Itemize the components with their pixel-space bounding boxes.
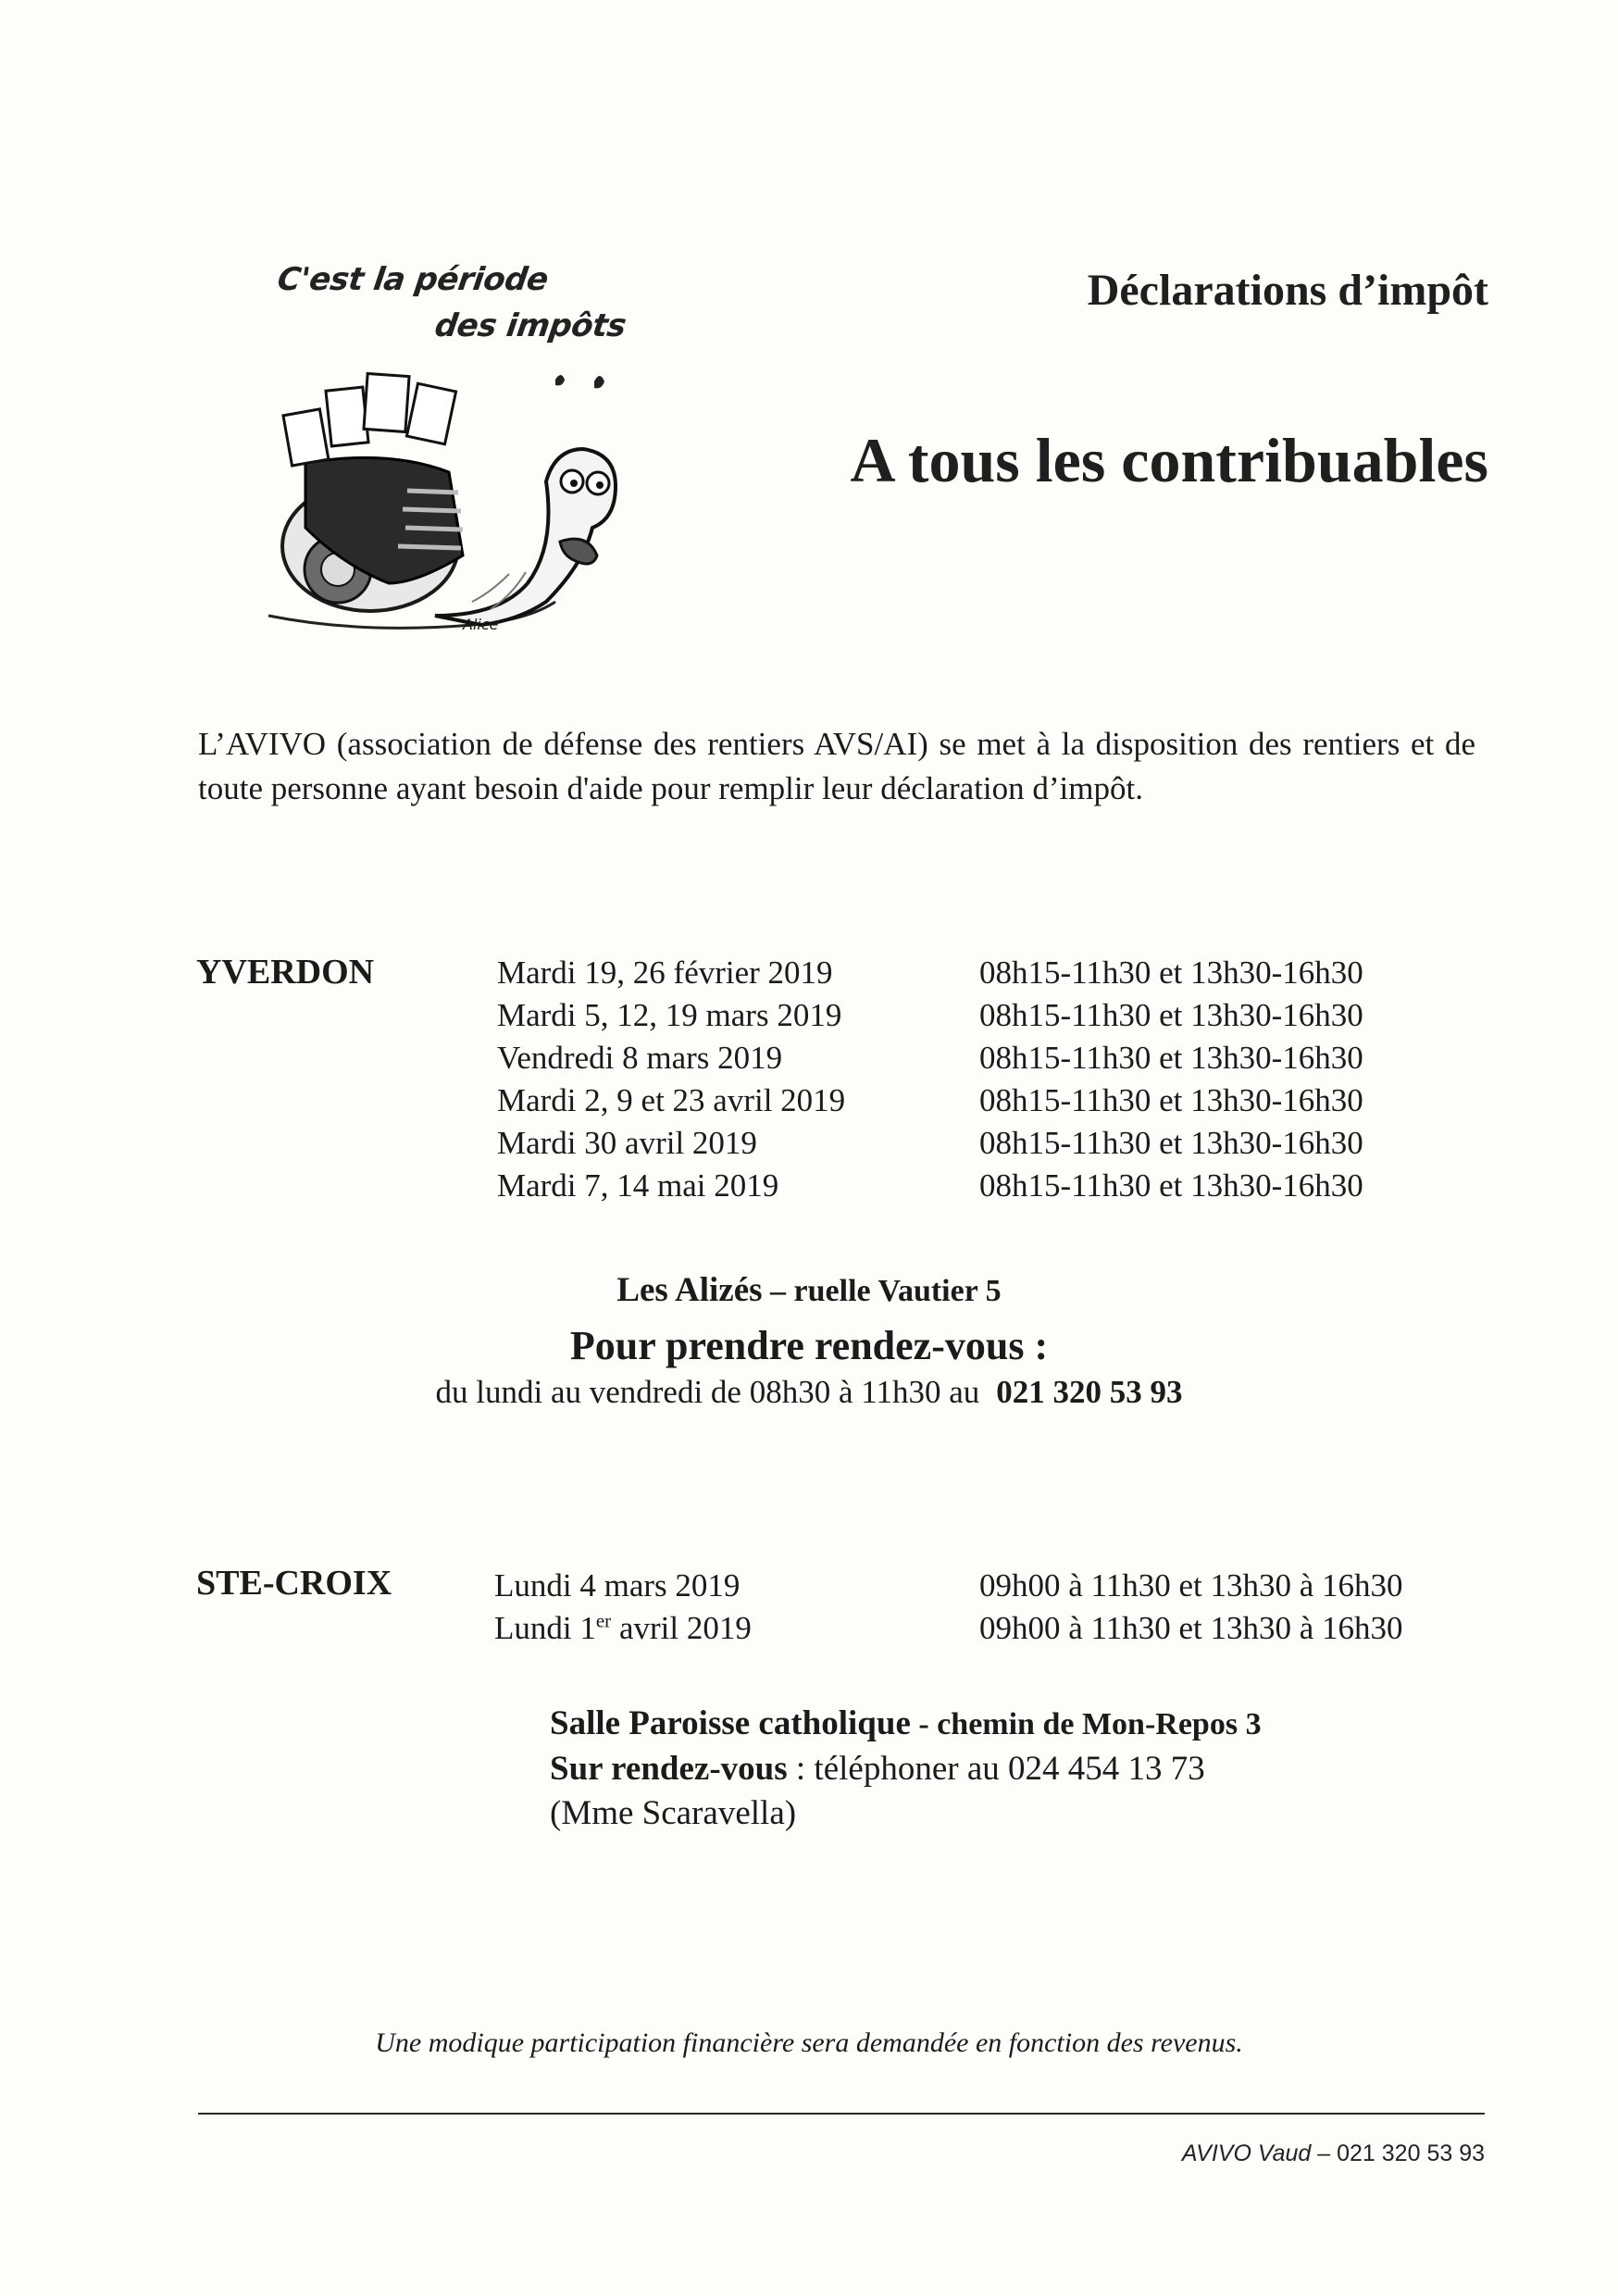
yverdon-location-sep: – — [762, 1274, 794, 1308]
stecroix-hours-row: 09h00 à 11h30 et 13h30 à 16h30 — [979, 1567, 1403, 1603]
page-title: A tous les contribuables — [850, 425, 1488, 495]
yverdon-hours-row: 08h15-11h30 et 13h30-16h30 — [979, 1040, 1363, 1076]
yverdon-date-row: Mardi 7, 14 mai 2019 — [497, 1167, 779, 1204]
stecroix-location — [550, 1702, 1262, 1747]
yverdon-hours-row: 08h15-11h30 et 13h30-16h30 — [979, 1167, 1363, 1204]
stecroix-date2-sup: er — [595, 1609, 612, 1632]
stecroix-hours-row: 09h00 à 11h30 et 13h30 à 16h30 — [979, 1610, 1403, 1646]
intro-paragraph: L’AVIVO (association de défense des rentiers AVS/AI) se met à la disposition des rentiers et de toute personne ayant besoin d'aide pour remplir leur déclaration d’impôt. — [198, 726, 1475, 806]
yverdon-date-row: Vendredi 8 mars 2019 — [497, 1040, 783, 1076]
stecroix-date-row — [494, 1607, 752, 1650]
yverdon-hours-row: 08h15-11h30 et 13h30-16h30 — [979, 997, 1363, 1033]
footer — [1182, 2140, 1485, 2167]
yverdon-date-row: Mardi 5, 12, 19 mars 2019 — [497, 997, 842, 1033]
yverdon-location-street: ruelle Vautier 5 — [793, 1274, 1002, 1308]
yverdon-rdv-hours — [0, 1374, 1618, 1411]
yverdon-date-row: Mardi 30 avril 2019 — [497, 1125, 757, 1161]
yverdon-location — [0, 1270, 1618, 1310]
yverdon-hours-row: 08h15-11h30 et 13h30-16h30 — [979, 955, 1363, 991]
illustration-signature: Alice — [463, 616, 499, 633]
stecroix-date2-suffix: avril 2019 — [611, 1610, 752, 1646]
stecroix-location-name: Salle Paroisse catholique — [550, 1704, 911, 1742]
yverdon-hours-row: 08h15-11h30 et 13h30-16h30 — [979, 1082, 1363, 1118]
stecroix-dates — [494, 1565, 752, 1650]
yverdon-location-name: Les Alizés — [616, 1271, 763, 1309]
yverdon-rdv-title: Pour prendre rendez-vous : — [569, 1323, 1049, 1368]
stecroix-rdv-text: : téléphoner au 024 454 13 73 — [787, 1750, 1205, 1788]
city-ste-croix: STE-CROIX — [196, 1564, 392, 1603]
stecroix-date2-prefix: Lundi 1 — [494, 1610, 596, 1646]
illustration-caption-line2: des impôts — [432, 307, 629, 344]
yverdon-rdv-hours-text: du lundi au vendredi de 08h30 à 11h30 au — [435, 1374, 980, 1410]
snail-drawing — [250, 250, 639, 657]
yverdon-dates — [497, 952, 845, 1207]
page-subtitle: Déclarations d’impôt — [1087, 266, 1488, 315]
stecroix-rdv — [550, 1747, 1262, 1791]
yverdon-hours-row: 08h15-11h30 et 13h30-16h30 — [979, 1125, 1363, 1161]
yverdon-hours — [979, 952, 1363, 1207]
stecroix-location-street: - chemin de Mon-Repos 3 — [910, 1707, 1262, 1741]
yverdon-date-row: Mardi 2, 9 et 23 avril 2019 — [497, 1082, 846, 1118]
footer-phone: – 021 320 53 93 — [1311, 2140, 1485, 2166]
city-yverdon: YVERDON — [196, 953, 375, 992]
yverdon-rdv-phone: 021 320 53 93 — [996, 1374, 1183, 1410]
footer-brand: AVIVO Vaud — [1181, 2140, 1312, 2166]
stecroix-hours — [979, 1565, 1403, 1650]
footer-divider — [198, 2113, 1485, 2115]
illustration-caption-line1: C'est la période — [275, 261, 551, 298]
yverdon-date-row: Mardi 19, 26 février 2019 — [497, 955, 833, 991]
stecroix-rdv-label: Sur rendez-vous — [550, 1750, 788, 1788]
stecroix-contact: (Mme Scaravella) — [550, 1794, 797, 1832]
snail-illustration — [250, 250, 639, 657]
footnote: Une modique participation financière sera demandée en fonction des revenus. — [375, 2028, 1243, 2058]
stecroix-date-row: Lundi 4 mars 2019 — [494, 1567, 741, 1603]
stecroix-info — [550, 1702, 1262, 1836]
